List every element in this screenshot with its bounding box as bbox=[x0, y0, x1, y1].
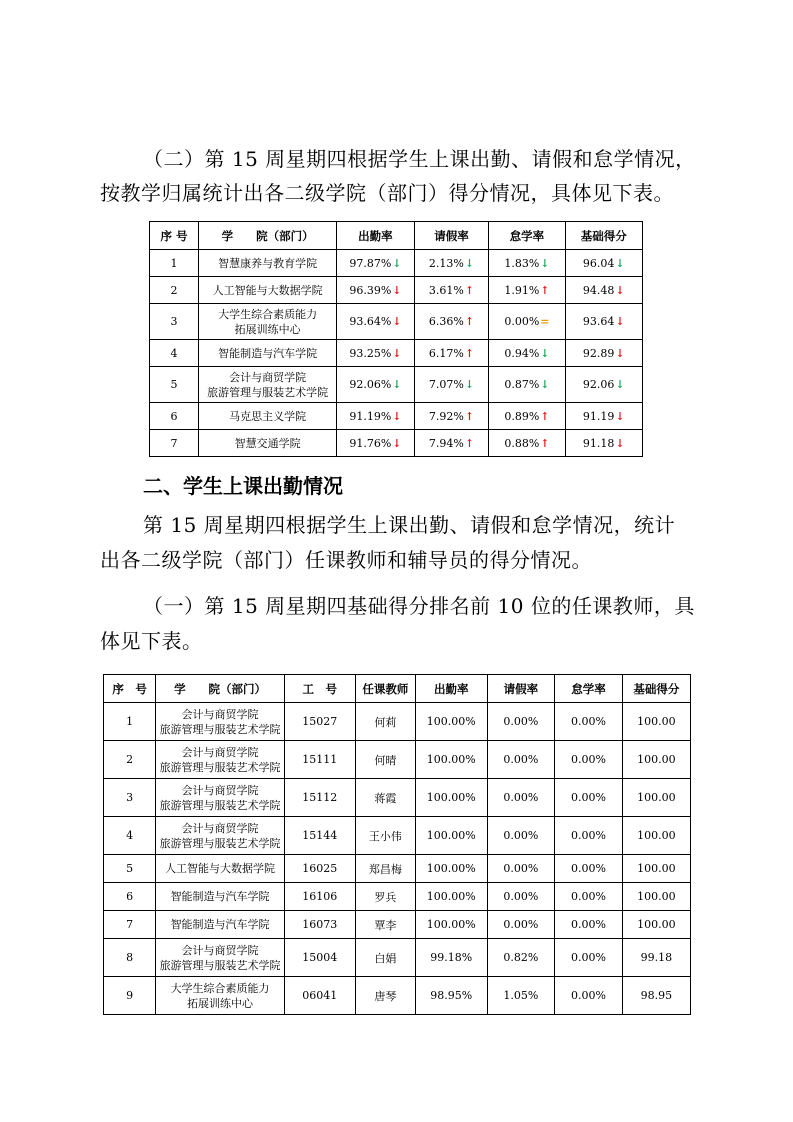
header-cell: 请假率 bbox=[414, 222, 489, 250]
row-number: 8 bbox=[104, 939, 156, 977]
truancy-rate: 0.00% bbox=[555, 817, 623, 855]
trend-arrow-icon: ↑ bbox=[464, 283, 475, 297]
section2-paragraph2-line2: 体见下表。 bbox=[100, 629, 203, 653]
row-number: 3 bbox=[150, 304, 199, 340]
department-cell bbox=[156, 741, 285, 779]
table-row bbox=[104, 703, 691, 741]
department-cell bbox=[156, 883, 285, 911]
trend-arrow-icon: ↓ bbox=[392, 409, 402, 423]
trend-arrow-icon: ↑ bbox=[464, 409, 475, 423]
attendance-rate: 91.19% bbox=[349, 409, 392, 423]
truancy-rate: 0.00% bbox=[555, 883, 623, 911]
attendance-rate-cell bbox=[337, 430, 414, 457]
leave-rate-cell bbox=[414, 430, 489, 457]
row-number: 7 bbox=[150, 430, 199, 457]
attendance-rate: 100.00% bbox=[415, 855, 487, 883]
college-score-table bbox=[149, 221, 643, 457]
employee-id: 06041 bbox=[284, 977, 355, 1015]
section2-paragraph1 bbox=[143, 508, 675, 542]
leave-rate: 0.00% bbox=[487, 741, 555, 779]
department-cell bbox=[156, 855, 285, 883]
leave-rate-cell bbox=[414, 367, 489, 403]
teacher-score-table bbox=[103, 674, 691, 1015]
base-score: 93.64 bbox=[582, 315, 615, 328]
table-row bbox=[150, 367, 643, 403]
row-number: 4 bbox=[150, 340, 199, 367]
trend-arrow-icon: ↓ bbox=[540, 256, 550, 270]
trend-arrow-icon: ↓ bbox=[464, 256, 475, 270]
department-line: 旅游管理与服装艺术学院 bbox=[207, 385, 329, 399]
attendance-rate: 98.95% bbox=[415, 977, 487, 1015]
header-cell: 出勤率 bbox=[415, 675, 487, 703]
row-number: 6 bbox=[150, 403, 199, 430]
department-line: 人工智能与大数据学院 bbox=[165, 862, 276, 875]
trend-arrow-icon: ↓ bbox=[392, 436, 402, 450]
department-line: 旅游管理与服装艺术学院 bbox=[159, 760, 281, 774]
attendance-rate: 100.00% bbox=[415, 911, 487, 939]
attendance-rate: 91.76% bbox=[349, 436, 392, 450]
table-row bbox=[104, 911, 691, 939]
department-line: 大学生综合素质能力 bbox=[170, 981, 270, 995]
leave-rate: 1.05% bbox=[487, 977, 555, 1015]
base-score-cell bbox=[565, 403, 642, 430]
trend-arrow-icon: ↓ bbox=[615, 378, 625, 391]
header-cell: 序 号 bbox=[150, 222, 199, 250]
trend-arrow-icon: ↓ bbox=[615, 315, 625, 328]
base-score: 100.00 bbox=[622, 855, 690, 883]
attendance-rate-cell bbox=[337, 304, 414, 340]
section1-paragraph-cont bbox=[100, 176, 674, 210]
header-cell: 学 院（部门） bbox=[156, 675, 285, 703]
truancy-rate-cell bbox=[489, 250, 565, 277]
leave-rate-cell bbox=[414, 304, 489, 340]
department-line: 旅游管理与服装艺术学院 bbox=[159, 836, 281, 850]
department-cell bbox=[156, 939, 285, 977]
teacher-name: 何莉 bbox=[355, 703, 415, 741]
table-row bbox=[104, 977, 691, 1015]
table-row bbox=[150, 304, 643, 340]
department-cell bbox=[199, 340, 337, 367]
leave-rate: 7.07% bbox=[428, 378, 464, 391]
college-table-header bbox=[150, 222, 643, 250]
attendance-rate: 100.00% bbox=[415, 779, 487, 817]
attendance-rate-cell bbox=[337, 403, 414, 430]
leave-rate: 3.61% bbox=[428, 283, 464, 297]
department-cell bbox=[156, 779, 285, 817]
attendance-rate: 100.00% bbox=[415, 741, 487, 779]
employee-id: 16073 bbox=[284, 911, 355, 939]
truancy-rate: 0.00% bbox=[555, 855, 623, 883]
section1-paragraph bbox=[143, 142, 696, 176]
trend-arrow-icon: ↓ bbox=[615, 409, 625, 423]
section2-paragraph1-line1: 第 15 周星期四根据学生上课出勤、请假和怠学情况，统计 bbox=[143, 513, 676, 537]
row-number: 7 bbox=[104, 911, 156, 939]
base-score: 100.00 bbox=[622, 883, 690, 911]
base-score: 98.95 bbox=[622, 977, 690, 1015]
header-cell: 基础得分 bbox=[565, 222, 642, 250]
attendance-rate-cell bbox=[337, 367, 414, 403]
trend-arrow-icon: ↓ bbox=[540, 378, 550, 391]
truancy-rate-cell bbox=[489, 430, 565, 457]
trend-arrow-icon: ↓ bbox=[392, 315, 402, 328]
leave-rate: 7.94% bbox=[428, 436, 464, 450]
truancy-rate: 0.00% bbox=[555, 911, 623, 939]
section2-paragraph1-cont bbox=[100, 543, 592, 577]
leave-rate: 0.00% bbox=[487, 883, 555, 911]
truancy-rate-cell bbox=[489, 277, 565, 304]
truancy-rate: 0.00% bbox=[555, 741, 623, 779]
table-row bbox=[104, 779, 691, 817]
header-cell: 序 号 bbox=[104, 675, 156, 703]
attendance-rate: 93.64% bbox=[349, 315, 392, 328]
department-cell bbox=[199, 367, 337, 403]
row-number: 5 bbox=[104, 855, 156, 883]
department-line: 智慧交通学院 bbox=[234, 436, 301, 450]
section2-paragraph2-line1: （一）第 15 周星期四基础得分排名前 10 位的任课教师，具 bbox=[143, 594, 695, 618]
teacher-name: 郑昌梅 bbox=[355, 855, 415, 883]
department-line: 会计与商贸学院 bbox=[181, 745, 259, 759]
attendance-rate-cell bbox=[337, 250, 414, 277]
row-number: 4 bbox=[104, 817, 156, 855]
department-line: 智慧康养与教育学院 bbox=[218, 256, 318, 270]
leave-rate: 0.82% bbox=[487, 939, 555, 977]
department-cell bbox=[199, 250, 337, 277]
employee-id: 16106 bbox=[284, 883, 355, 911]
trend-arrow-icon: ↑ bbox=[464, 346, 475, 360]
department-line: 会计与商贸学院 bbox=[181, 943, 259, 957]
table-row bbox=[150, 250, 643, 277]
department-line: 旅游管理与服装艺术学院 bbox=[159, 958, 281, 972]
teacher-name: 何晴 bbox=[355, 741, 415, 779]
table-row bbox=[104, 883, 691, 911]
table-row bbox=[104, 939, 691, 977]
base-score: 91.19 bbox=[582, 409, 615, 423]
base-score-cell bbox=[565, 277, 642, 304]
attendance-rate: 100.00% bbox=[415, 703, 487, 741]
row-number: 2 bbox=[150, 277, 199, 304]
leave-rate-cell bbox=[414, 340, 489, 367]
base-score-cell bbox=[565, 430, 642, 457]
header-cell: 出勤率 bbox=[337, 222, 414, 250]
trend-arrow-icon: ↓ bbox=[392, 378, 402, 391]
department-line: 马克思主义学院 bbox=[229, 409, 307, 423]
row-number: 1 bbox=[104, 703, 156, 741]
department-line: 会计与商贸学院 bbox=[181, 821, 259, 835]
attendance-rate: 93.25% bbox=[349, 346, 392, 360]
department-line: 大学生综合素质能力 bbox=[218, 307, 318, 321]
section1-paragraph-line2: 按教学归属统计出各二级学院（部门）得分情况，具体见下表。 bbox=[100, 181, 674, 205]
base-score: 92.89 bbox=[582, 346, 615, 360]
employee-id: 15144 bbox=[284, 817, 355, 855]
trend-arrow-icon: ↓ bbox=[615, 346, 625, 360]
trend-arrow-icon: ↑ bbox=[540, 409, 550, 423]
leave-rate-cell bbox=[414, 250, 489, 277]
trend-arrow-icon: ↓ bbox=[464, 378, 475, 391]
department-line: 会计与商贸学院 bbox=[181, 783, 259, 797]
leave-rate: 6.36% bbox=[428, 315, 464, 328]
header-cell: 怠学率 bbox=[555, 675, 623, 703]
section1-paragraph-line1: （二）第 15 周星期四根据学生上课出勤、请假和怠学情况， bbox=[143, 147, 696, 171]
table-row bbox=[150, 277, 643, 304]
leave-rate: 7.92% bbox=[428, 409, 464, 423]
department-line: 人工智能与大数据学院 bbox=[212, 283, 323, 297]
department-line: 智能制造与汽车学院 bbox=[170, 890, 270, 903]
base-score: 100.00 bbox=[622, 703, 690, 741]
trend-arrow-icon: ↓ bbox=[392, 346, 402, 360]
header-cell: 任课教师 bbox=[355, 675, 415, 703]
truancy-rate-cell bbox=[489, 304, 565, 340]
table-row bbox=[104, 817, 691, 855]
trend-arrow-icon: = bbox=[540, 315, 550, 328]
department-cell bbox=[156, 817, 285, 855]
department-line: 智能制造与汽车学院 bbox=[218, 346, 318, 360]
trend-arrow-icon: ↓ bbox=[615, 283, 625, 297]
section2-paragraph1-line2: 出各二级学院（部门）任课教师和辅导员的得分情况。 bbox=[100, 548, 592, 572]
row-number: 1 bbox=[150, 250, 199, 277]
truancy-rate: 0.94% bbox=[504, 346, 540, 360]
header-cell: 基础得分 bbox=[622, 675, 690, 703]
department-line: 会计与商贸学院 bbox=[181, 707, 259, 721]
department-cell bbox=[199, 430, 337, 457]
base-score-cell bbox=[565, 340, 642, 367]
row-number: 2 bbox=[104, 741, 156, 779]
department-line: 拓展训练中心 bbox=[234, 322, 301, 336]
department-cell bbox=[156, 977, 285, 1015]
trend-arrow-icon: ↑ bbox=[464, 315, 475, 328]
truancy-rate: 0.00% bbox=[555, 703, 623, 741]
base-score: 100.00 bbox=[622, 779, 690, 817]
department-cell bbox=[156, 703, 285, 741]
department-cell bbox=[199, 304, 337, 340]
row-number: 5 bbox=[150, 367, 199, 403]
department-line: 旅游管理与服装艺术学院 bbox=[159, 722, 281, 736]
base-score: 96.04 bbox=[582, 256, 615, 270]
table-row bbox=[150, 403, 643, 430]
section2-heading: 二、学生上课出勤情况 bbox=[143, 474, 343, 498]
leave-rate: 0.00% bbox=[487, 911, 555, 939]
department-cell bbox=[156, 911, 285, 939]
header-cell: 学 院（部门） bbox=[199, 222, 337, 250]
truancy-rate-cell bbox=[489, 403, 565, 430]
base-score: 100.00 bbox=[622, 911, 690, 939]
table-row bbox=[104, 741, 691, 779]
truancy-rate: 0.87% bbox=[504, 378, 540, 391]
truancy-rate: 0.89% bbox=[504, 409, 540, 423]
leave-rate-cell bbox=[414, 403, 489, 430]
trend-arrow-icon: ↑ bbox=[540, 283, 550, 297]
attendance-rate: 99.18% bbox=[415, 939, 487, 977]
base-score: 99.18 bbox=[622, 939, 690, 977]
truancy-rate-cell bbox=[489, 367, 565, 403]
employee-id: 16025 bbox=[284, 855, 355, 883]
attendance-rate-cell bbox=[337, 277, 414, 304]
teacher-table-header bbox=[104, 675, 691, 703]
base-score: 91.18 bbox=[582, 436, 615, 450]
truancy-rate: 0.88% bbox=[504, 436, 540, 450]
trend-arrow-icon: ↓ bbox=[392, 283, 402, 297]
truancy-rate: 0.00% bbox=[555, 977, 623, 1015]
teacher-name: 蒋霞 bbox=[355, 779, 415, 817]
section2-paragraph2-cont bbox=[100, 624, 203, 658]
employee-id: 15111 bbox=[284, 741, 355, 779]
trend-arrow-icon: ↓ bbox=[392, 256, 402, 270]
base-score: 100.00 bbox=[622, 741, 690, 779]
header-cell: 工 号 bbox=[284, 675, 355, 703]
truancy-rate: 0.00% bbox=[555, 779, 623, 817]
department-line: 旅游管理与服装艺术学院 bbox=[159, 798, 281, 812]
leave-rate: 0.00% bbox=[487, 703, 555, 741]
employee-id: 15004 bbox=[284, 939, 355, 977]
trend-arrow-icon: ↓ bbox=[615, 256, 625, 270]
table-row bbox=[150, 430, 643, 457]
teacher-name: 唐琴 bbox=[355, 977, 415, 1015]
teacher-name: 王小伟 bbox=[355, 817, 415, 855]
leave-rate: 0.00% bbox=[487, 817, 555, 855]
truancy-rate: 1.83% bbox=[504, 256, 540, 270]
trend-arrow-icon: ↓ bbox=[540, 346, 550, 360]
attendance-rate: 97.87% bbox=[349, 256, 392, 270]
row-number: 9 bbox=[104, 977, 156, 1015]
base-score: 94.48 bbox=[582, 283, 615, 297]
table-row bbox=[104, 855, 691, 883]
row-number: 6 bbox=[104, 883, 156, 911]
trend-arrow-icon: ↑ bbox=[540, 436, 550, 450]
department-cell bbox=[199, 277, 337, 304]
department-line: 拓展训练中心 bbox=[187, 996, 254, 1010]
truancy-rate: 1.91% bbox=[504, 283, 540, 297]
base-score-cell bbox=[565, 304, 642, 340]
row-number: 3 bbox=[104, 779, 156, 817]
teacher-name: 白娟 bbox=[355, 939, 415, 977]
leave-rate: 6.17% bbox=[428, 346, 464, 360]
employee-id: 15112 bbox=[284, 779, 355, 817]
attendance-rate: 96.39% bbox=[349, 283, 392, 297]
leave-rate: 2.13% bbox=[428, 256, 464, 270]
header-cell: 请假率 bbox=[487, 675, 555, 703]
department-line: 会计与商贸学院 bbox=[229, 370, 307, 384]
employee-id: 15027 bbox=[284, 703, 355, 741]
leave-rate: 0.00% bbox=[487, 855, 555, 883]
attendance-rate: 92.06% bbox=[349, 378, 392, 391]
truancy-rate-cell bbox=[489, 340, 565, 367]
teacher-name: 覃李 bbox=[355, 911, 415, 939]
table-row bbox=[150, 340, 643, 367]
leave-rate-cell bbox=[414, 277, 489, 304]
trend-arrow-icon: ↓ bbox=[615, 436, 625, 450]
base-score: 100.00 bbox=[622, 817, 690, 855]
base-score-cell bbox=[565, 250, 642, 277]
teacher-name: 罗兵 bbox=[355, 883, 415, 911]
leave-rate: 0.00% bbox=[487, 779, 555, 817]
truancy-rate: 0.00% bbox=[555, 939, 623, 977]
department-cell bbox=[199, 403, 337, 430]
attendance-rate: 100.00% bbox=[415, 883, 487, 911]
attendance-rate-cell bbox=[337, 340, 414, 367]
section2-paragraph2 bbox=[143, 589, 695, 623]
header-cell: 怠学率 bbox=[489, 222, 565, 250]
truancy-rate: 0.00% bbox=[504, 315, 540, 328]
department-line: 智能制造与汽车学院 bbox=[170, 918, 270, 931]
base-score-cell bbox=[565, 367, 642, 403]
trend-arrow-icon: ↑ bbox=[464, 436, 475, 450]
base-score: 92.06 bbox=[582, 378, 615, 391]
attendance-rate: 100.00% bbox=[415, 817, 487, 855]
